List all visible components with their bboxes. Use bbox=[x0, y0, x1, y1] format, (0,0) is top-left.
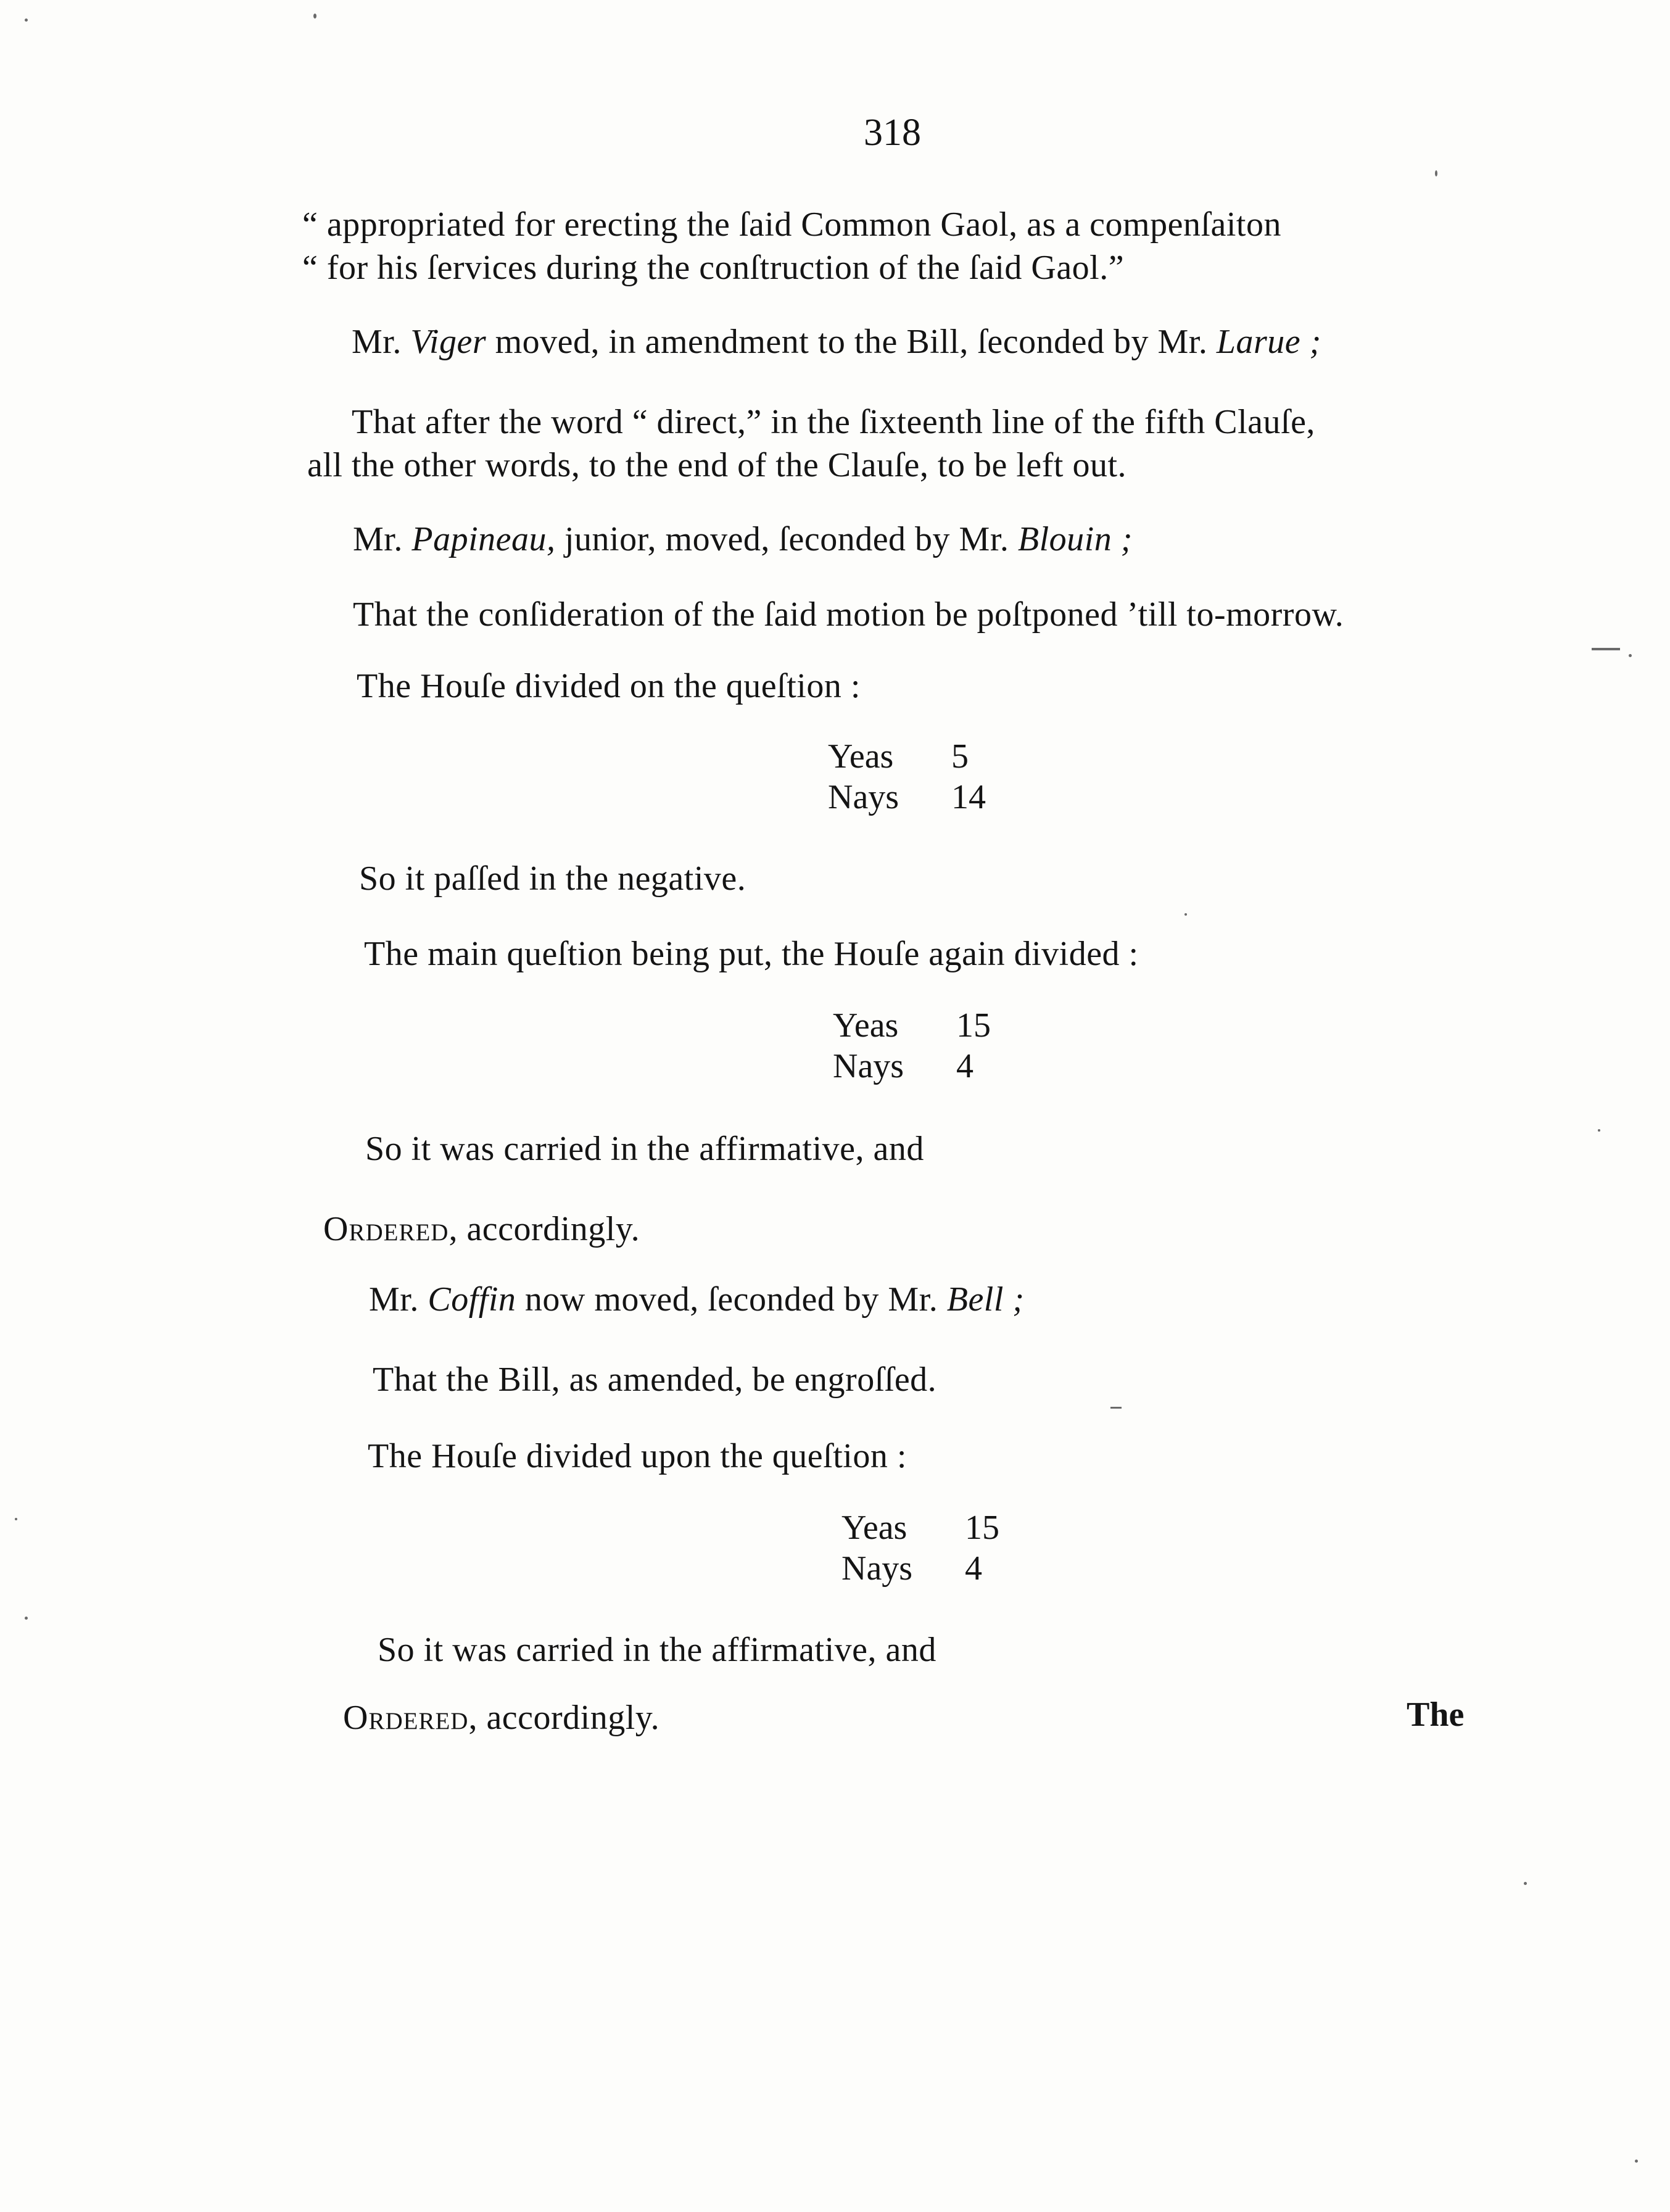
member-name-papineau: Papineau, bbox=[411, 520, 556, 558]
scan-speck bbox=[1629, 654, 1632, 657]
seconder-name-blouin: Blouin ; bbox=[1017, 520, 1133, 558]
page-number: 318 bbox=[864, 112, 921, 154]
division-statement-2: The Houſe divided upon the queſtion : bbox=[368, 1437, 907, 1475]
scan-speck bbox=[1598, 1129, 1600, 1132]
nays-count: 4 bbox=[956, 1047, 973, 1085]
mr-prefix: Mr. bbox=[353, 520, 412, 558]
scan-speck bbox=[313, 14, 316, 19]
motion-text: moved, in amendment to the Bill, ſeconded by Mr. bbox=[486, 323, 1217, 361]
division-statement-1: The Houſe divided on the queſtion : bbox=[357, 667, 861, 705]
yeas-label: Yeas bbox=[833, 1006, 899, 1045]
nays-label: Nays bbox=[841, 1549, 913, 1588]
vote-yeas-1 bbox=[828, 735, 969, 777]
motion-text: now moved, ſeconded by Mr. bbox=[516, 1280, 947, 1319]
catchword: The bbox=[1407, 1696, 1465, 1734]
yeas-label: Yeas bbox=[841, 1509, 907, 1547]
yeas-count: 15 bbox=[956, 1006, 991, 1045]
scan-speck bbox=[1592, 648, 1620, 650]
amendment-line-1: That after the word “ direct,” in the ſixteenth line of the fifth Clauſe, bbox=[352, 403, 1315, 441]
nays-count: 14 bbox=[951, 778, 986, 816]
nays-label: Nays bbox=[828, 778, 899, 816]
vote-yeas-3 bbox=[841, 1507, 999, 1549]
motion-text: junior, moved, ſeconded by Mr. bbox=[555, 520, 1018, 558]
yeas-label: Yeas bbox=[828, 737, 894, 776]
seconder-name-larue: Larue ; bbox=[1216, 323, 1321, 361]
carried-result-2: So it was carried in the affirmative, and bbox=[378, 1631, 936, 1669]
member-name-coffin: Coffin bbox=[428, 1280, 516, 1319]
scan-speck bbox=[15, 1518, 17, 1520]
engrossed-motion: That the Bill, as amended, be engroſſed. bbox=[373, 1361, 937, 1399]
quoted-line-1: “ appropriated for erecting the ſaid Common Gaol, as a compenſaiton bbox=[302, 205, 1281, 244]
postpone-motion: That the conſideration of the ſaid motion be poſtponed ’till to-morrow. bbox=[353, 595, 1344, 634]
ordered-word: Ordered bbox=[323, 1210, 449, 1248]
member-name-viger: Viger bbox=[410, 323, 487, 361]
negative-result: So it paſſed in the negative. bbox=[359, 860, 746, 898]
ordered-word: Ordered bbox=[343, 1699, 469, 1737]
scan-speck bbox=[1110, 1407, 1122, 1409]
quoted-line-2: “ for his ſervices during the conſtruction of the ſaid Gaol.” bbox=[302, 249, 1125, 287]
carried-result-1: So it was carried in the affirmative, and bbox=[365, 1130, 924, 1168]
amendment-line-2: all the other words, to the end of the Clauſe, to be left out. bbox=[307, 446, 1126, 484]
nays-label: Nays bbox=[833, 1047, 904, 1085]
yeas-count: 15 bbox=[965, 1509, 999, 1547]
mr-prefix: Mr. bbox=[352, 323, 411, 361]
scan-speck bbox=[1635, 2160, 1638, 2163]
vote-nays-2 bbox=[833, 1045, 973, 1087]
scan-speck bbox=[1435, 170, 1437, 176]
vote-nays-1 bbox=[828, 776, 986, 818]
papineau-motion bbox=[353, 518, 1133, 560]
vote-nays-3 bbox=[841, 1547, 982, 1589]
coffin-motion bbox=[369, 1278, 1025, 1320]
mr-prefix: Mr. bbox=[369, 1280, 428, 1319]
ordered-rest: , accordingly. bbox=[468, 1699, 660, 1737]
yeas-count: 5 bbox=[951, 737, 969, 776]
ordered-line-2 bbox=[343, 1697, 659, 1739]
main-question-statement: The main queſtion being put, the Houſe again divided : bbox=[364, 935, 1139, 973]
scan-speck bbox=[25, 1617, 28, 1620]
scan-speck bbox=[25, 19, 28, 22]
vote-yeas-2 bbox=[833, 1005, 991, 1046]
scan-speck bbox=[1184, 913, 1187, 916]
scan-speck bbox=[1524, 1882, 1527, 1885]
nays-count: 4 bbox=[965, 1549, 982, 1588]
ordered-line-1 bbox=[323, 1208, 640, 1250]
ordered-rest: , accordingly. bbox=[449, 1210, 640, 1248]
viger-motion bbox=[352, 321, 1321, 363]
seconder-name-bell: Bell ; bbox=[946, 1280, 1025, 1319]
